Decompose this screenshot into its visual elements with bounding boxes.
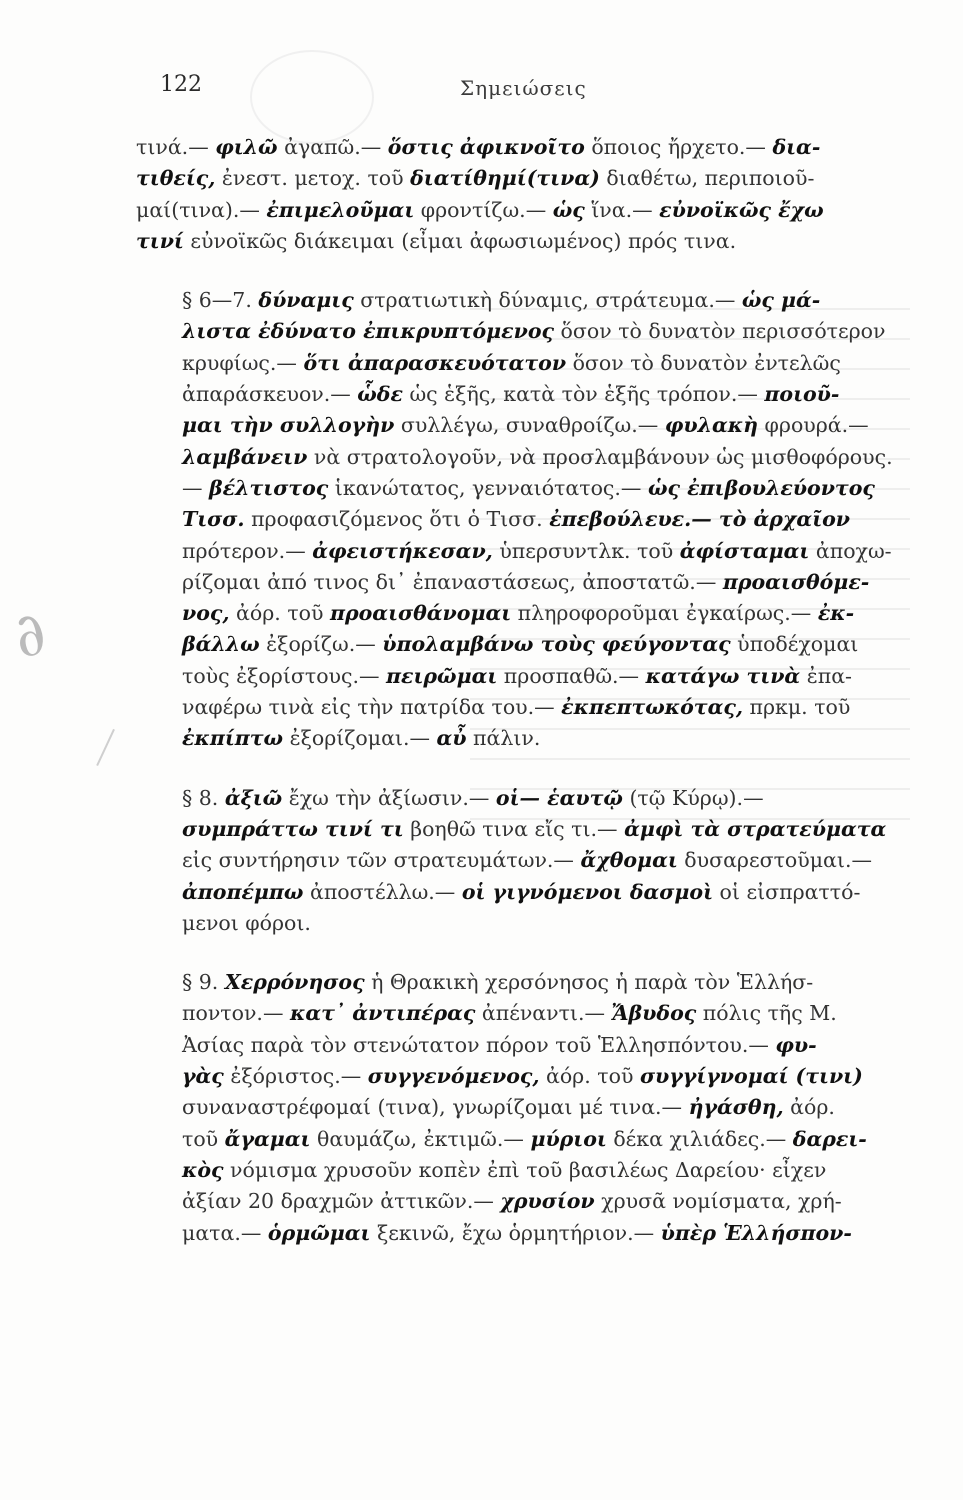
gloss-text: οἱ εἰσπραττό- bbox=[713, 879, 861, 904]
glossary-term: ὡς ἐπιβουλεύοντος bbox=[647, 475, 875, 500]
gloss-text: ἀπαράσκευον.— bbox=[182, 382, 358, 407]
glossary-term: κατ᾽ ἀντιπέρας bbox=[289, 1001, 476, 1026]
text-line bbox=[136, 348, 898, 379]
gloss-text: ἵνα.— bbox=[584, 197, 660, 222]
text-line bbox=[136, 783, 898, 814]
glossary-term: εὐνοϊκῶς ἔχω bbox=[659, 197, 824, 222]
glossary-term: οἱ γιγνόμενοι δασμοὶ bbox=[461, 879, 714, 904]
gloss-text: πρότερον.— bbox=[182, 538, 313, 563]
glossary-term: ὁρμῶμαι bbox=[267, 1220, 371, 1245]
gloss-text: ἀπέναντι.— bbox=[475, 1001, 612, 1026]
gloss-text: φρουρά.— bbox=[758, 413, 869, 438]
gloss-text: § 6—7. bbox=[182, 288, 259, 313]
text-line bbox=[136, 1092, 898, 1123]
gloss-text: πληροφοροῦμαι ἐγκαίρως.— bbox=[511, 601, 818, 626]
gloss-text: ἐξόριστος.— bbox=[223, 1064, 368, 1089]
gloss-text: ἀόρ. bbox=[783, 1095, 835, 1120]
glossary-term: φυλακὴ bbox=[664, 413, 759, 438]
glossary-term: προαισθόμε- bbox=[722, 569, 870, 594]
glossary-term: ἐκπίπτω bbox=[182, 726, 284, 751]
text-line bbox=[136, 661, 898, 692]
gloss-text: ὅσον τὸ δυνατὸν περισσότερον bbox=[554, 319, 886, 344]
glossary-term: ἀφίσταμαι bbox=[679, 538, 810, 563]
gloss-text: ἀποχω- bbox=[809, 538, 892, 563]
glossary-term: Τισσ. bbox=[182, 507, 245, 532]
glossary-term: κὸς bbox=[182, 1157, 224, 1182]
glossary-term: ὑπὲρ Ἑλλήσπον- bbox=[660, 1220, 852, 1245]
gloss-text: θαυμάζω, ἐκτιμῶ.— bbox=[310, 1126, 531, 1151]
glossary-term: νος, bbox=[182, 601, 230, 626]
gloss-text: νόμισμα χρυσοῦν κοπὲν ἐπὶ τοῦ βασιλέως Δαρείου· εἶχεν bbox=[223, 1157, 827, 1182]
gloss-text: μενοι φόροι. bbox=[182, 910, 311, 935]
glossary-term: ὡς μά- bbox=[741, 288, 821, 313]
gloss-text: τινά.— bbox=[136, 135, 216, 159]
gloss-text: ὑποδέχομαι bbox=[730, 632, 859, 657]
gloss-text: § 9. bbox=[182, 970, 225, 995]
gloss-text: ὅποιος ἤρχετο.— bbox=[584, 135, 773, 159]
text-line bbox=[136, 316, 898, 347]
gloss-text: τοῦ bbox=[182, 1126, 225, 1151]
text-line bbox=[136, 1218, 898, 1249]
text-line bbox=[136, 629, 898, 660]
gloss-text: δέκα χιλιάδες.— bbox=[606, 1126, 793, 1151]
text-line bbox=[136, 1030, 898, 1061]
text-line bbox=[136, 536, 898, 567]
glossary-term: αὖ bbox=[436, 726, 467, 751]
page-number: 122 bbox=[160, 72, 202, 97]
glossary-term: δύναμις bbox=[258, 288, 354, 313]
text-line bbox=[136, 410, 898, 441]
glossary-term: Ἄβυδος bbox=[611, 1001, 697, 1026]
text-line bbox=[136, 1155, 898, 1186]
margin-pencil-mark-icon: ∂ bbox=[2, 596, 57, 674]
note-paragraph bbox=[136, 285, 898, 754]
glossary-term: τιθείς, bbox=[136, 166, 216, 191]
glossary-term: ἄχθομαι bbox=[580, 848, 678, 873]
gloss-text: χρυσᾶ νομίσματα, χρή- bbox=[594, 1189, 842, 1214]
glossary-term: ἀξιῶ bbox=[224, 785, 283, 810]
gloss-text: ἀξίαν 20 δραχμῶν ἀττικῶν.— bbox=[182, 1189, 501, 1214]
glossary-term: ὡς bbox=[552, 197, 585, 222]
gloss-text: δυσαρεστοῦμαι.— bbox=[677, 848, 872, 873]
gloss-text: ἱκανώτατος, γενναιότατος.— bbox=[328, 475, 648, 500]
gloss-text: ὅσον τὸ δυνατὸν ἐντελῶς bbox=[566, 350, 841, 375]
glossary-term: συγγενόμενος, bbox=[367, 1064, 540, 1089]
text-line bbox=[136, 845, 898, 876]
gloss-text: βοηθῶ τινα εἴς τι.— bbox=[403, 816, 625, 841]
glossary-term: χρυσίον bbox=[500, 1189, 595, 1214]
gloss-text: Ἀσίας παρὰ τὸν στενώτατον πόρον τοῦ Ἑλλησπόντου.— bbox=[182, 1032, 776, 1057]
glossary-term: φυ- bbox=[775, 1032, 817, 1057]
glossary-term: ἄγαμαι bbox=[224, 1126, 311, 1151]
glossary-term: κατάγω τινὰ bbox=[645, 663, 801, 688]
gloss-text: ἀόρ. τοῦ bbox=[229, 601, 330, 626]
text-line bbox=[136, 226, 898, 257]
text-line bbox=[136, 814, 898, 845]
text-line bbox=[136, 163, 898, 194]
glossary-term: τινί bbox=[136, 228, 184, 253]
notes-body bbox=[136, 132, 898, 1249]
text-line bbox=[136, 504, 898, 535]
gloss-text: εἰς συντήρησιν τῶν στρατευμάτων.— bbox=[182, 848, 581, 873]
glossary-term: βέλτιστος bbox=[209, 475, 329, 500]
text-line bbox=[136, 692, 898, 723]
text-line bbox=[136, 967, 898, 998]
glossary-term: μύριοι bbox=[530, 1126, 607, 1151]
gloss-text: ξεκινῶ, ἔχω ὁρμητήριον.— bbox=[370, 1220, 661, 1245]
gloss-text: συναναστρέφομαί (τινα), γνωρίζομαι μέ τινα.— bbox=[182, 1095, 689, 1120]
gloss-text: (τῷ Κύρῳ).— bbox=[622, 785, 764, 810]
text-line bbox=[136, 1186, 898, 1217]
glossary-term: δαρει- bbox=[792, 1126, 867, 1151]
gloss-text: ἀγαπῶ.— bbox=[277, 135, 388, 159]
gloss-text: πάλιν. bbox=[466, 726, 541, 751]
text-line bbox=[136, 908, 898, 939]
glossary-term: λαμβάνειν bbox=[182, 444, 308, 469]
glossary-term: ἐκ- bbox=[817, 601, 855, 626]
gloss-text: προσπαθῶ.— bbox=[497, 663, 646, 688]
gloss-text: νὰ στρατολογοῦν, νὰ προσλαμβάνουν ὡς μισθοφόρους. bbox=[307, 444, 893, 469]
glossary-term: ἠγάσθη, bbox=[688, 1095, 784, 1120]
gloss-text: ἐπα- bbox=[800, 663, 852, 688]
glossary-term: ὑπολαμβάνω τοὺς φεύγοντας bbox=[382, 632, 731, 657]
glossary-term: λιστα ἐδύνατο ἐπικρυπτόμενος bbox=[182, 319, 555, 344]
text-line bbox=[136, 442, 898, 473]
gloss-text: ἐνεστ. μετοχ. τοῦ bbox=[215, 166, 411, 191]
gloss-text: πόλις τῆς Μ. bbox=[696, 1001, 837, 1026]
glossary-term: ἐπιμελοῦμαι bbox=[266, 197, 415, 222]
text-line bbox=[136, 473, 898, 504]
text-line bbox=[136, 598, 898, 629]
gloss-text: ἐξορίζω.— bbox=[259, 632, 383, 657]
glossary-term: Χερρόνησος bbox=[224, 970, 365, 995]
gloss-text: ἡ Θρακικὴ χερσόνησος ἡ παρὰ τὸν Ἑλλήσ- bbox=[364, 970, 814, 995]
running-head bbox=[160, 72, 890, 112]
text-line bbox=[136, 567, 898, 598]
note-paragraph bbox=[136, 967, 898, 1249]
running-title: Σημειώσεις bbox=[460, 76, 587, 100]
glossary-term: προαισθάνομαι bbox=[329, 601, 512, 626]
note-paragraph bbox=[136, 783, 898, 939]
text-line bbox=[136, 195, 898, 226]
gloss-text: ἀποστέλλω.— bbox=[303, 879, 462, 904]
gloss-text: φροντίζω.— bbox=[414, 197, 553, 222]
glossary-term: ἀποπέμπω bbox=[182, 879, 304, 904]
glossary-term: οἱ— ἑαυτῷ bbox=[495, 785, 623, 810]
glossary-term: συμπράττω τινί τι bbox=[182, 816, 404, 841]
gloss-text: ναφέρω τινὰ εἰς τὴν πατρίδα του.— bbox=[182, 695, 562, 720]
glossary-term: γὰς bbox=[182, 1064, 224, 1089]
gloss-text: ποντον.— bbox=[182, 1001, 290, 1026]
gloss-text: ἐξορίζομαι.— bbox=[283, 726, 437, 751]
gloss-text: εὐνοϊκῶς διάκειμαι (εἶμαι ἀφωσιωμένος) πρός τινα. bbox=[183, 228, 737, 253]
gloss-text: ὡς ἑξῆς, κατὰ τὸν ἑξῆς τρόπον.— bbox=[402, 382, 765, 407]
gloss-text: § 8. bbox=[182, 785, 225, 810]
gloss-text: στρατιωτικὴ δύναμις, στράτευμα.— bbox=[353, 288, 742, 313]
glossary-term: ὅτι ἀπαρασκευότατον bbox=[303, 350, 567, 375]
glossary-term: δια- bbox=[772, 135, 821, 159]
gloss-text: — bbox=[182, 475, 210, 500]
note-paragraph bbox=[136, 132, 898, 257]
text-line bbox=[136, 998, 898, 1029]
gloss-text: συλλέγω, συναθροίζω.— bbox=[394, 413, 665, 438]
gloss-text: κρυφίως.— bbox=[182, 350, 304, 375]
glossary-term: πειρῶμαι bbox=[386, 663, 498, 688]
glossary-term: ἀφειστήκεσαν, bbox=[312, 538, 493, 563]
glossary-term: ἀμφὶ τὰ στρατεύματα bbox=[624, 816, 887, 841]
gloss-text: ἀόρ. τοῦ bbox=[539, 1064, 640, 1089]
text-line bbox=[136, 877, 898, 908]
glossary-term: ποιοῦ- bbox=[764, 382, 840, 407]
gloss-text: ματα.— bbox=[182, 1220, 268, 1245]
gloss-text: προφασιζόμενος ὅτι ὁ Τισσ. bbox=[244, 507, 550, 532]
text-line bbox=[136, 723, 898, 754]
glossary-term: συγγίγνομαί (τινι) bbox=[639, 1064, 863, 1089]
glossary-term: μαι τὴν συλλογὴν bbox=[182, 413, 395, 438]
gloss-text: πρκμ. τοῦ bbox=[743, 695, 851, 720]
gloss-text: ὑπερσυντλκ. τοῦ bbox=[492, 538, 680, 563]
gloss-text: ρίζομαι ἀπό τινος δι᾽ ἐπαναστάσεως, ἀποστατῶ.— bbox=[182, 569, 723, 594]
text-line bbox=[136, 1124, 898, 1155]
gloss-text: τοὺς ἐξορίστους.— bbox=[182, 663, 387, 688]
text-line bbox=[136, 379, 898, 410]
gloss-text: διαθέτω, περιποιοῦ- bbox=[599, 166, 815, 191]
glossary-term: ὧδε bbox=[357, 382, 403, 407]
margin-tick-mark bbox=[96, 729, 126, 771]
glossary-term: ἐκπεπτωκότας, bbox=[561, 695, 743, 720]
text-line bbox=[136, 1061, 898, 1092]
glossary-term: διατίθημί(τινα) bbox=[410, 166, 600, 191]
glossary-term: φιλῶ bbox=[215, 135, 278, 159]
glossary-term: ὅστις ἀφικνοῖτο bbox=[387, 135, 585, 159]
text-line bbox=[136, 132, 898, 163]
glossary-term: ἐπεβούλευε.— τὸ ἀρχαῖον bbox=[549, 507, 851, 532]
gloss-text: μαί(τινα).— bbox=[136, 197, 267, 222]
text-line bbox=[136, 285, 898, 316]
gloss-text: ἔχω τὴν ἀξίωσιν.— bbox=[282, 785, 496, 810]
glossary-term: βάλλω bbox=[182, 632, 260, 657]
